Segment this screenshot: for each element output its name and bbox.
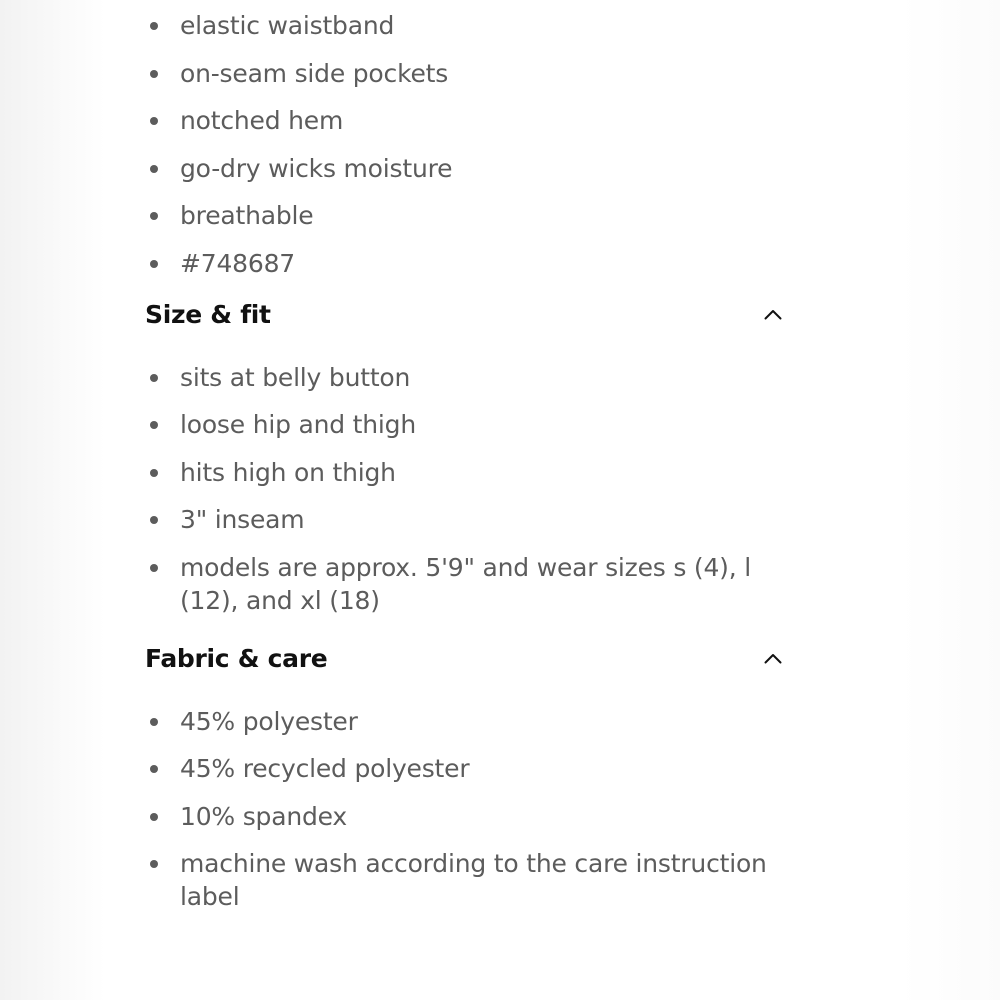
list-item: 45% polyester — [145, 705, 785, 738]
size-fit-list — [145, 361, 785, 617]
list-item: sits at belly button — [145, 361, 785, 394]
features-list — [145, 9, 785, 280]
list-item: breathable — [145, 199, 785, 232]
product-details-content — [145, 0, 785, 928]
list-item: models are approx. 5'9" and wear sizes s (4), l (12), and xl (18) — [145, 551, 785, 617]
list-item: 10% spandex — [145, 800, 785, 833]
list-item: 45% recycled polyester — [145, 752, 785, 785]
list-item: loose hip and thigh — [145, 408, 785, 441]
list-item: go-dry wicks moisture — [145, 152, 785, 185]
list-item: 3" inseam — [145, 503, 785, 536]
chevron-up-icon[interactable] — [763, 649, 783, 669]
fabric-care-accordion-header[interactable] — [145, 639, 785, 679]
chevron-up-icon[interactable] — [763, 305, 783, 325]
size-fit-title: Size & fit — [145, 300, 271, 329]
list-item: notched hem — [145, 104, 785, 137]
fabric-care-list — [145, 705, 785, 914]
list-item: machine wash according to the care instruction label — [145, 847, 785, 913]
list-item: hits high on thigh — [145, 456, 785, 489]
list-item: #748687 — [145, 247, 785, 280]
list-item: elastic waistband — [145, 9, 785, 42]
size-fit-accordion-header[interactable] — [145, 295, 785, 335]
list-item: on-seam side pockets — [145, 57, 785, 90]
fabric-care-title: Fabric & care — [145, 644, 328, 673]
